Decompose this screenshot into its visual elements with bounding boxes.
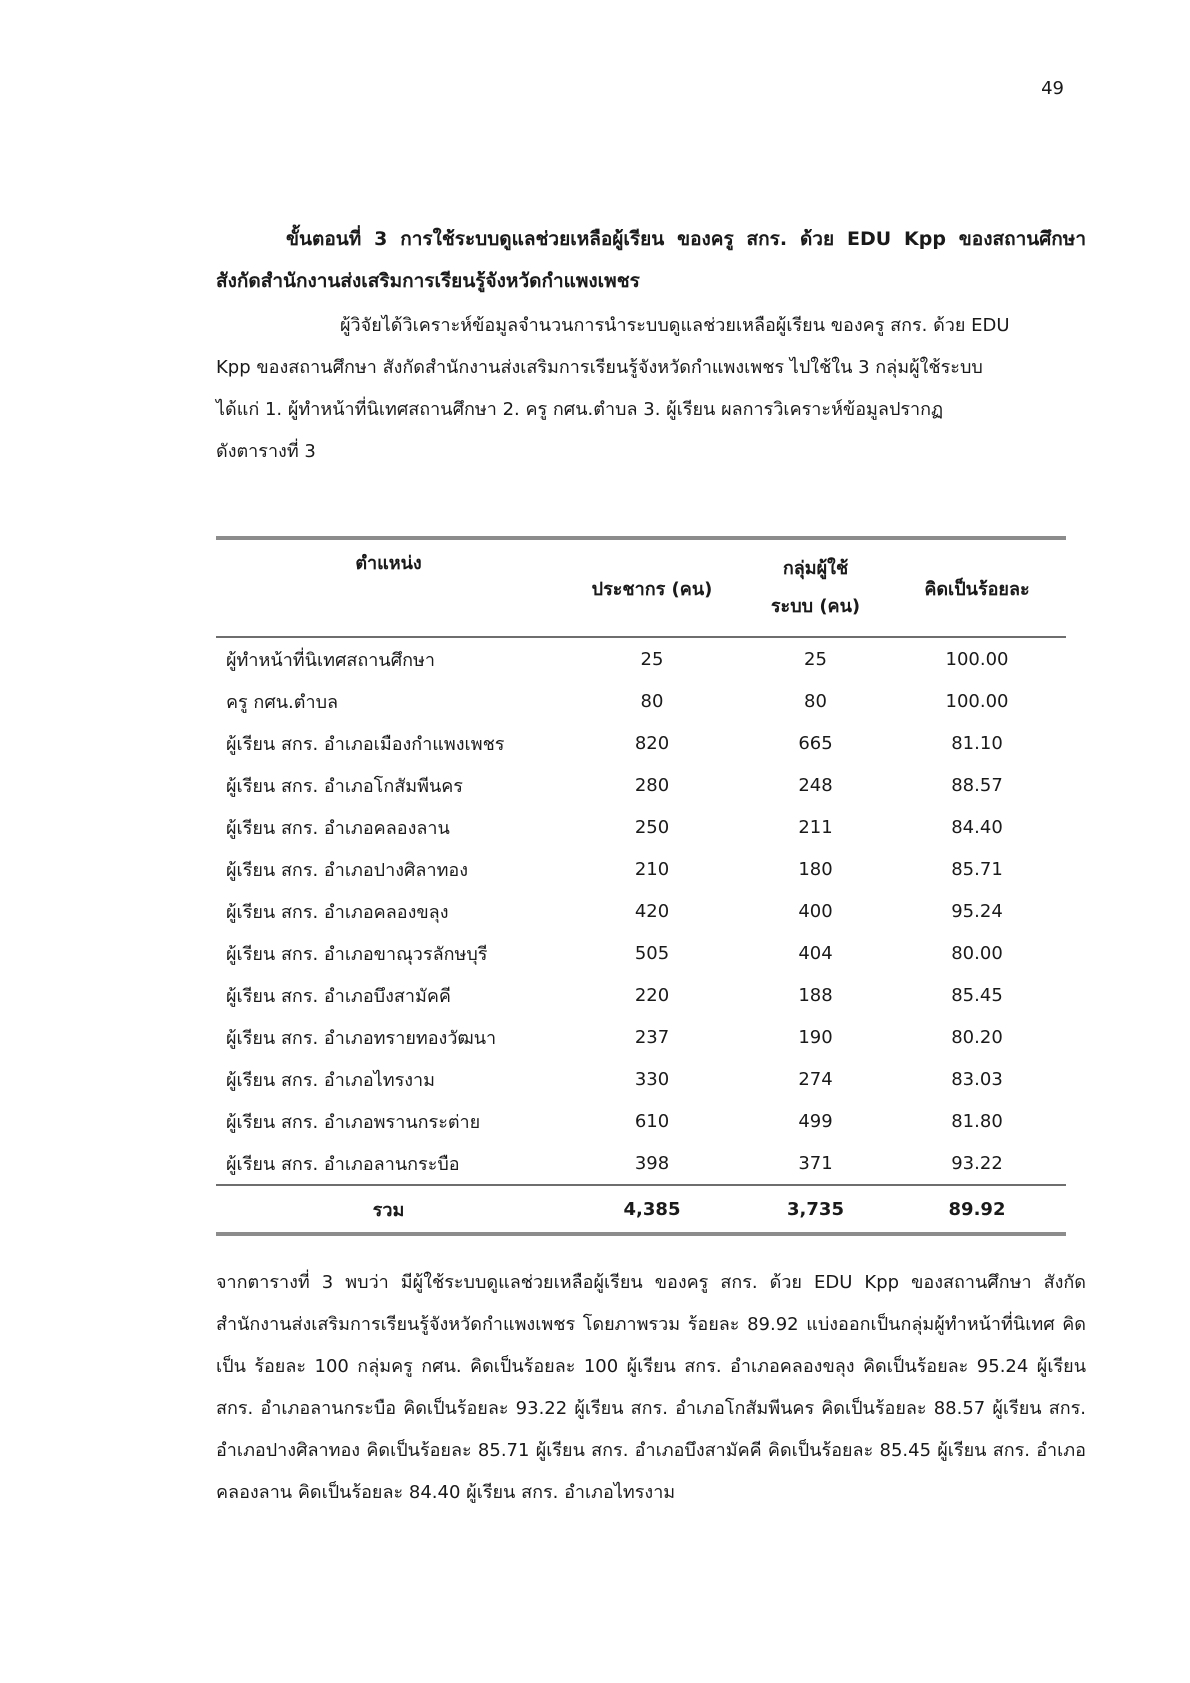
row-percent: 81.10 xyxy=(951,732,1003,754)
row-percent: 93.22 xyxy=(951,1152,1003,1174)
row-users: 371 xyxy=(798,1152,833,1174)
row-percent: 88.57 xyxy=(951,774,1003,796)
row-population: 237 xyxy=(634,1026,670,1048)
header-position: ตำแหน่ง xyxy=(355,553,422,574)
intro-line-1: ผู้วิจัยได้วิเคราะห์ข้อมูลจำนวนการนำระบบดูแลช่วยเหลือผู้เรียน ของครู สกร. ด้วย EDU xyxy=(340,315,1010,336)
table-row xyxy=(216,1016,1066,1058)
intro-line-4: ดังตารางที่ 3 xyxy=(216,441,316,462)
row-population: 398 xyxy=(634,1152,670,1174)
table-row xyxy=(216,1058,1066,1100)
row-users: 188 xyxy=(798,984,833,1006)
row-users: 180 xyxy=(798,858,833,880)
page-number: 49 xyxy=(1041,78,1064,99)
total-label: รวม xyxy=(372,1199,405,1221)
row-position: ผู้เรียน สกร. อำเภอคลองลาน xyxy=(226,817,450,839)
table-row xyxy=(216,722,1066,764)
row-position: ผู้เรียน สกร. อำเภอคลองขลุง xyxy=(226,901,449,923)
header-population: ประชากร (คน) xyxy=(591,578,713,600)
row-percent: 100.00 xyxy=(945,690,1009,712)
header-percent: คิดเป็นร้อยละ xyxy=(924,578,1030,600)
row-position: ผู้เรียน สกร. อำเภอพรานกระต่าย xyxy=(226,1111,481,1133)
row-percent: 100.00 xyxy=(945,648,1009,670)
row-users: 400 xyxy=(798,900,833,922)
row-users: 499 xyxy=(798,1110,833,1132)
row-population: 330 xyxy=(634,1068,670,1090)
row-population: 820 xyxy=(634,732,670,754)
row-position: ผู้เรียน สกร. อำเภอไทรงาม xyxy=(226,1069,436,1091)
results-table-container xyxy=(216,536,1066,1236)
row-users: 80 xyxy=(804,690,827,712)
row-position: ผู้เรียน สกร. อำเภอบึงสามัคคี xyxy=(226,985,451,1007)
row-users: 404 xyxy=(798,942,833,964)
intro-line-2: Kpp ของสถานศึกษา สังกัดสำนักงานส่งเสริมการเรียนรู้จังหวัดกำแพงเพชร ไปใช้ใน 3 กลุ่มผู้ใช้ระบบ xyxy=(216,357,983,378)
table-body xyxy=(216,637,1066,1185)
header-users xyxy=(743,538,888,637)
table-row xyxy=(216,764,1066,806)
row-users: 665 xyxy=(798,732,833,754)
results-table xyxy=(216,536,1066,1236)
row-population: 505 xyxy=(634,942,670,964)
table-row xyxy=(216,637,1066,680)
table-row xyxy=(216,806,1066,848)
row-percent: 80.20 xyxy=(951,1026,1003,1048)
row-users: 190 xyxy=(798,1026,833,1048)
header-users-line-1: กลุ่มผู้ใช้ xyxy=(782,558,849,579)
row-position: ผู้เรียน สกร. อำเภอปางศิลาทอง xyxy=(226,859,469,881)
summary-paragraph: จากตารางที่ 3 พบว่า มีผู้ใช้ระบบดูแลช่วยเหลือผู้เรียน ของครู สกร. ด้วย EDU Kpp ของสถานศึกษา สังกัดสำนักงานส่งเสริมการเรียนรู้จังหวัดกำแพงเพชร โดยภาพรวม ร้อยละ 89.92 แบ่งออกเป็นกลุ่มผู้ทำหน้าที่นิเทศ คิดเป็น ร้อยละ 100 กลุ่มครู กศน. คิดเป็นร้อยละ 100 ผู้เรียน สกร. อำเภอคลองขลุง คิดเป็นร้อยละ 95.24 ผู้เรียน สกร. อำเภอลานกระบือ คิดเป็นร้อยละ 93.22 ผู้เรียน สกร. อำเภอโกสัมพีนคร คิดเป็นร้อยละ 88.57 ผู้เรียน สกร. อำเภอปางศิลาทอง คิดเป็นร้อยละ 85.71 ผู้เรียน สกร. อำเภอบึงสามัคคี คิดเป็นร้อยละ 85.45 ผู้เรียน สกร. อำเภอคลองลาน คิดเป็นร้อยละ 84.40 ผู้เรียน สกร. อำเภอไทรงาม xyxy=(216,1272,1086,1503)
row-position: ผู้เรียน สกร. อำเภอลานกระบือ xyxy=(226,1153,460,1175)
row-percent: 80.00 xyxy=(951,942,1003,964)
row-position: ผู้เรียน สกร. อำเภอขาณุวรลักษบุรี xyxy=(226,943,488,965)
row-percent: 85.45 xyxy=(951,984,1003,1006)
row-position: ผู้เรียน สกร. อำเภอทรายทองวัฒนา xyxy=(226,1027,497,1049)
total-percent: 89.92 xyxy=(948,1198,1006,1220)
row-position: ครู กศน.ตำบล xyxy=(226,691,339,713)
row-position: ผู้ทำหน้าที่นิเทศสถานศึกษา xyxy=(226,649,436,671)
table-total-row xyxy=(216,1185,1066,1234)
intro-paragraph xyxy=(216,305,1076,473)
header-users-line-2: ระบบ (คน) xyxy=(770,596,861,617)
section-heading xyxy=(216,218,1086,302)
table-row xyxy=(216,848,1066,890)
row-population: 210 xyxy=(634,858,670,880)
table-row xyxy=(216,932,1066,974)
row-percent: 81.80 xyxy=(951,1110,1003,1132)
total-population: 4,385 xyxy=(623,1198,681,1220)
section-heading-line-1: ขั้นตอนที่ 3 การใช้ระบบดูแลช่วยเหลือผู้เรียน ของครู สกร. ด้วย EDU Kpp ของสถานศึกษา xyxy=(286,228,1086,250)
row-users: 248 xyxy=(798,774,833,796)
row-percent: 95.24 xyxy=(951,900,1003,922)
total-users: 3,735 xyxy=(787,1198,844,1220)
row-population: 220 xyxy=(634,984,670,1006)
section-heading-line-2: สังกัดสำนักงานส่งเสริมการเรียนรู้จังหวัดกำแพงเพชร xyxy=(216,270,640,292)
row-population: 610 xyxy=(634,1110,670,1132)
intro-line-3: ได้แก่ 1. ผู้ทำหน้าที่นิเทศสถานศึกษา 2. ครู กศน.ตำบล 3. ผู้เรียน ผลการวิเคราะห์ข้อมูลปรากฏ xyxy=(216,399,944,420)
table-row xyxy=(216,974,1066,1016)
table-row xyxy=(216,1142,1066,1185)
row-users: 25 xyxy=(804,648,827,670)
row-population: 80 xyxy=(640,690,664,712)
table-row xyxy=(216,890,1066,932)
row-percent: 84.40 xyxy=(951,816,1003,838)
row-percent: 83.03 xyxy=(951,1068,1003,1090)
row-population: 250 xyxy=(634,816,670,838)
table-row xyxy=(216,680,1066,722)
row-users: 211 xyxy=(798,816,833,838)
row-percent: 85.71 xyxy=(951,858,1003,880)
row-position: ผู้เรียน สกร. อำเภอโกสัมพีนคร xyxy=(226,775,463,797)
row-population: 280 xyxy=(634,774,670,796)
row-users: 274 xyxy=(798,1068,833,1090)
row-position: ผู้เรียน สกร. อำเภอเมืองกำแพงเพชร xyxy=(226,733,505,755)
row-population: 25 xyxy=(640,648,664,670)
table-row xyxy=(216,1100,1066,1142)
table-header-row xyxy=(216,538,1066,637)
row-population: 420 xyxy=(634,900,670,922)
